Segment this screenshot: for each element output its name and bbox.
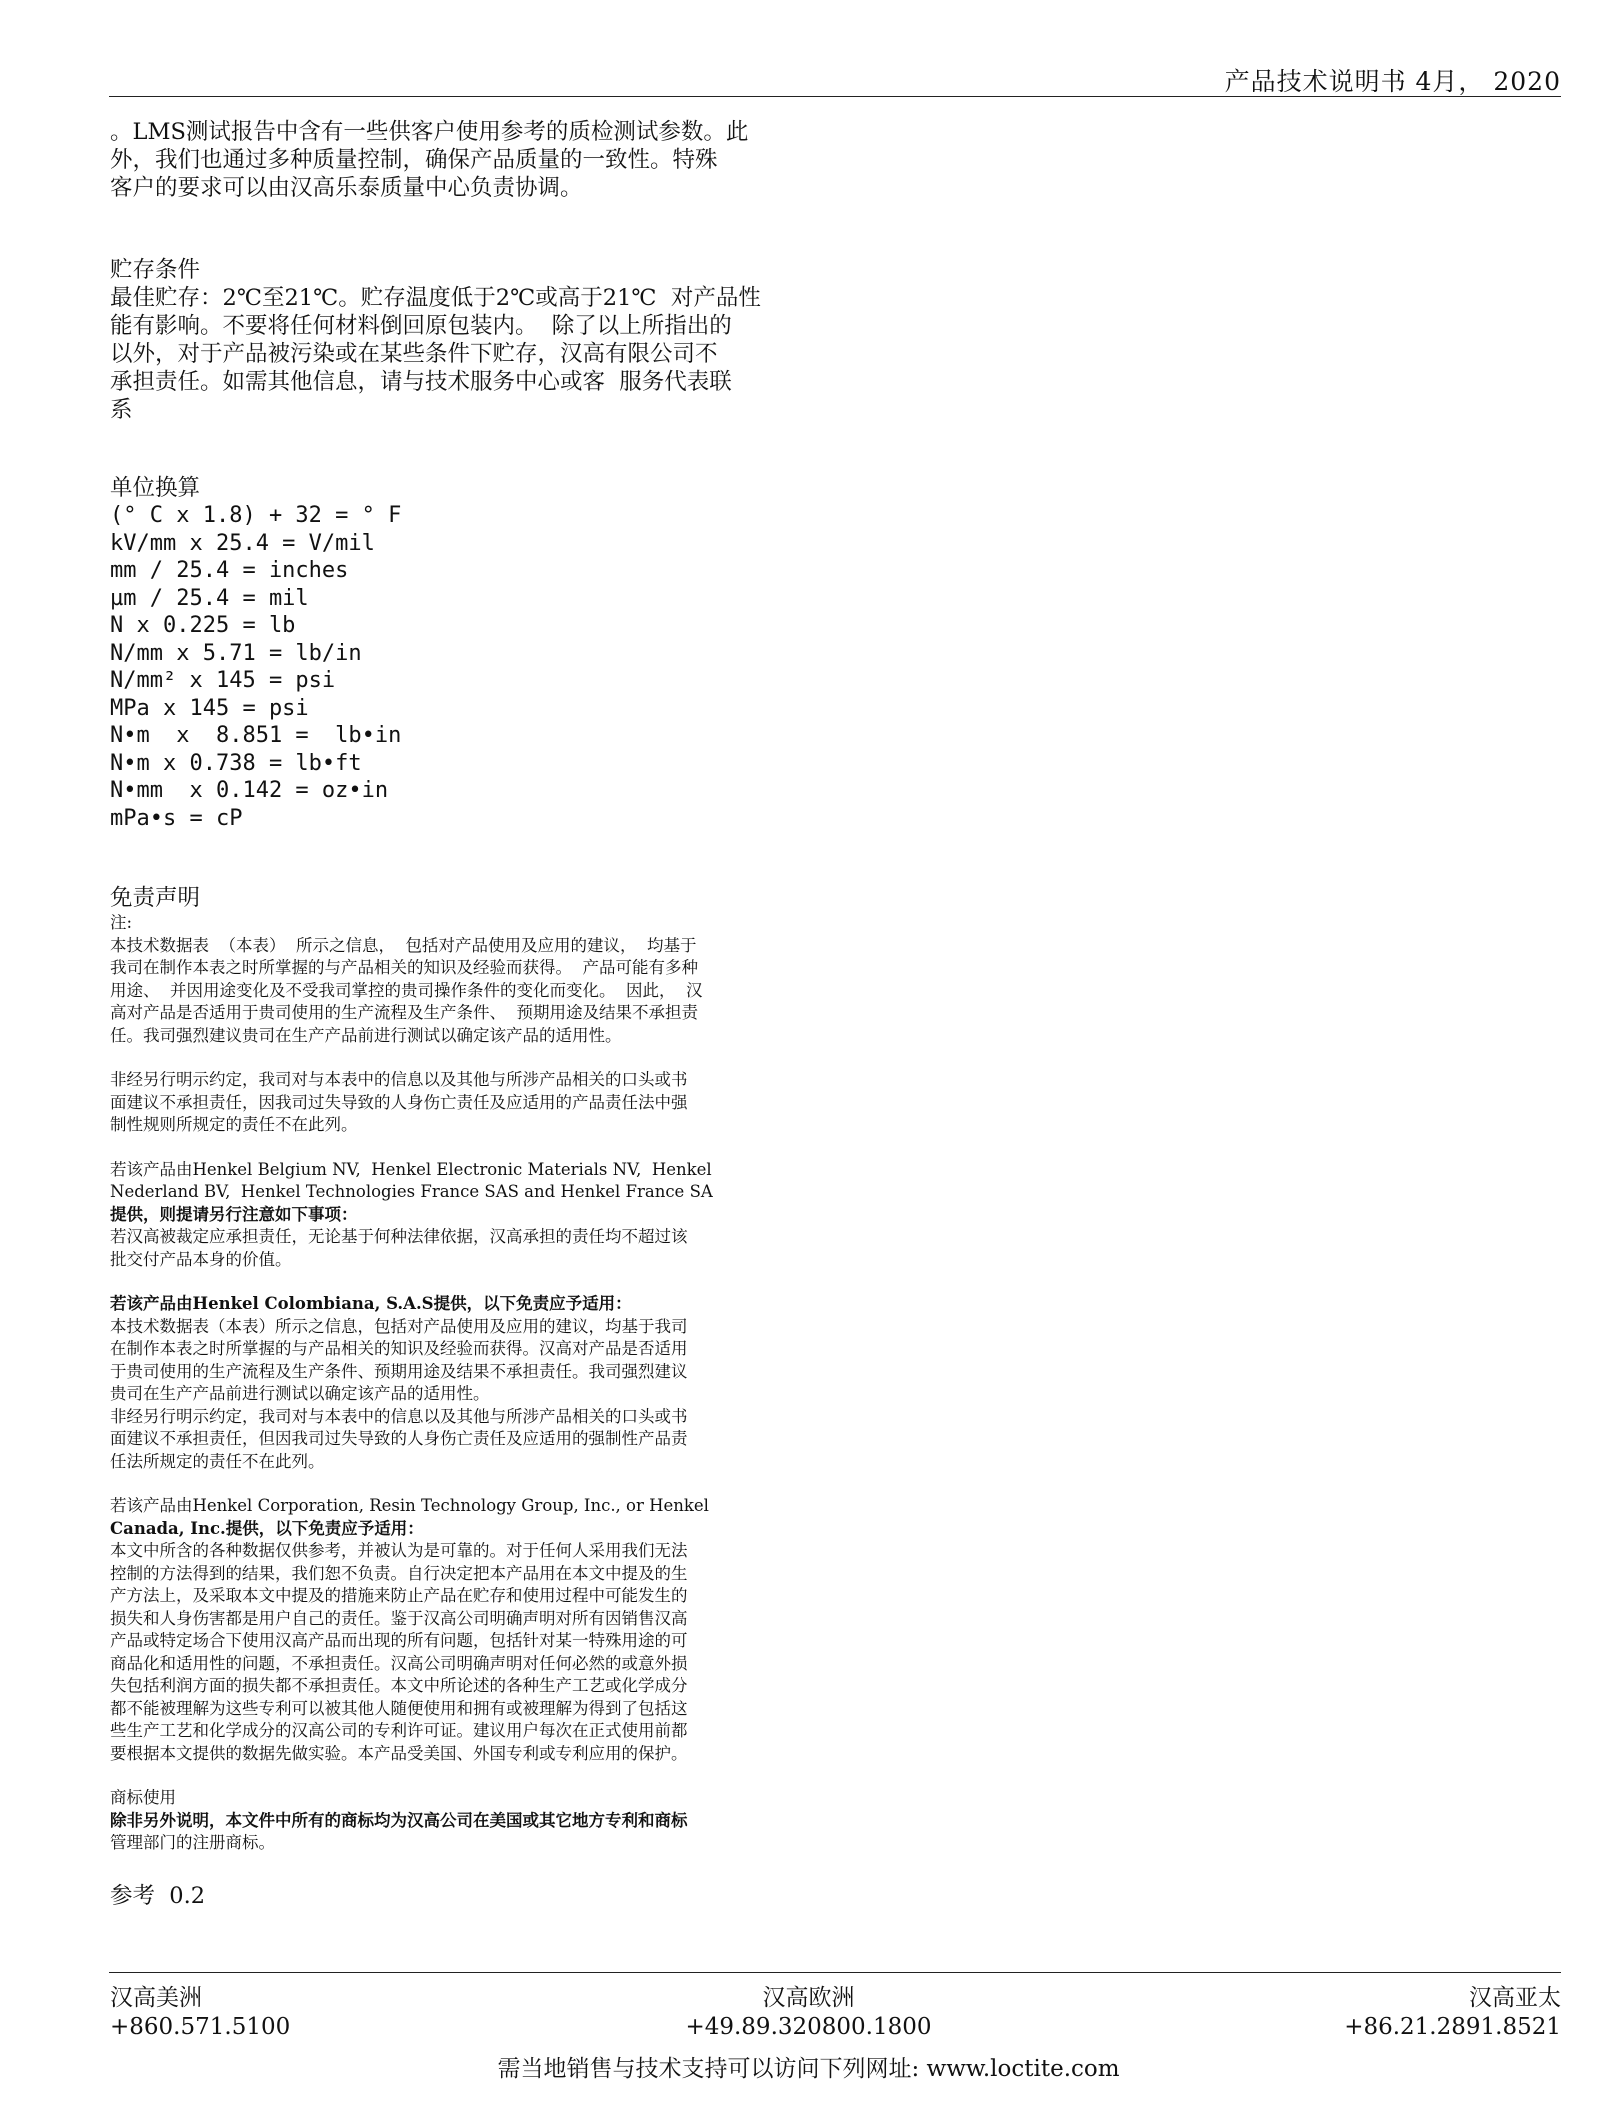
trademark-title: 商标使用 — [110, 1788, 176, 1807]
trademark-bold-line: 除非另外说明，本文件中所有的商标均为汉高公司在美国或其它地方专利和商标 — [110, 1810, 688, 1830]
unit-line: MPa x 145 = psi — [110, 695, 309, 721]
disclaimer-colombiana-body: 本技术数据表（本表）所示之信息，包括对产品使用及应用的建议，均基于我司 在制作本表之时所掌握的与产品相关的知识及经验而获得。汉高对产品是否适用 于贵司使用的生产流程及生产条件、预期用途及结果不承担责任。我司强烈建议 贵司在生产产品前进行测试以确定该产品的适用性。 非经另行明示约定，我司对与本表中的信息以及其他与所涉产品相关的口头或书 面建议不承担责任，但因我司过失导致的人身伤亡责任及应适用的强制性产品责 任法所规定的责任不在此列。 — [110, 1316, 688, 1471]
footer-americas-name: 汉高美洲 — [110, 1985, 202, 2011]
footer-website-note: 需当地销售与技术支持可以访问下列网址: www.loctite.com — [497, 2056, 1120, 2082]
unit-line: N/mm² x 145 = psi — [110, 668, 336, 693]
footer-europe-name: 汉高欧洲 — [762, 1985, 855, 2011]
unit-line: kV/mm x 25.4 = V/mil — [110, 530, 375, 556]
disclaimer-belgium-heading: 提供，则提请另行注意如下事项： — [110, 1204, 358, 1224]
footer-europe-phone: +49.89.320800.1800 — [685, 2014, 932, 2040]
units-title: 单位换算 — [110, 475, 201, 501]
disclaimer-corporation-heading: Canada, Inc.提供，以下免责应予适用： — [110, 1518, 424, 1538]
storage-section — [110, 256, 820, 424]
footer-asia-pacific — [1344, 1984, 1561, 2042]
unit-line: µm / 25.4 = mil — [110, 585, 309, 611]
disclaimer-paragraph-1: 本技术数据表 （本表） 所示之信息， 包括对产品使用及应用的建议， 均基于 我司在制作本表之时所掌握的与产品相关的知识及经验而获得。 产品可能有多种 用途、 并因用途变化及不受我司掌控的贵司操作条件的变化而变化。 因此， 汉 高对产品是否适用于贵司使用的生产流程及生产条件、 预期用途及结果不承担责 任。我司强烈建议贵司在生产产品前进行测试以确定该产品的适用性。 — [110, 935, 703, 1045]
unit-line: N x 0.225 = lb — [110, 613, 296, 638]
unit-line: (° C x 1.8) + 32 = ° F — [110, 503, 402, 528]
disclaimer-title: 免责声明 — [110, 885, 201, 911]
disclaimer-belgium-body: 若汉高被裁定应承担责任，无论基于何种法律依据，汉高承担的责任均不超过该 批交付产品本身的价值。 — [110, 1227, 688, 1269]
header-divider — [109, 96, 1561, 97]
disclaimer-note-label: 注: — [110, 913, 133, 932]
disclaimer-corporation-body: 本文中所含的各种数据仅供参考，并被认为是可靠的。对于任何人采用我们无法 控制的方法得到的结果，我们恕不负责。自行决定把本产品用在本文中提及的生 产方法上，及采取本文中提及的措施来防止产品在贮存和使用过程中可能发生的 损失和人身伤害都是用户自己的责任。鉴于汉高公司明确声明对所有因销售汉高 产品或特定场合下使用汉高产品而出现的所有问题，包括针对某一特殊用途的可 商品化和适用性的问题，不承担责任。汉高公司明确声明对任何必然的或意外损 失包括利润方面的损失都不承担责任。本文中所论述的各种生产工艺或化学成分 都不能被理解为这些专利可以被其他人随便使用和拥有或被理解为得到了包括这 些生产工艺和化学成分的汉高公司的专利许可证。建议用户每次在正式使用前都 要根据本文提供的数据先做实验。本产品受美国、外国专利或专利应用的保护。 — [110, 1541, 688, 1763]
disclaimer-belgium-intro: 若该产品由Henkel Belgium NV, Henkel Electronic Materials NV, Henkel Nederland BV, Henkel Technologies France SAS and Henkel France SA — [110, 1159, 713, 1201]
footer-asia-name: 汉高亚太 — [1469, 1985, 1561, 2011]
footer-asia-phone: +86.21.2891.8521 — [1344, 2014, 1561, 2040]
trademark-body: 管理部门的注册商标。 — [110, 1833, 275, 1852]
disclaimer-section — [110, 884, 820, 1855]
intro-section — [110, 118, 820, 202]
storage-title: 贮存条件 — [110, 257, 201, 283]
unit-line: N•mm x 0.142 = oz•in — [110, 778, 389, 803]
disclaimer-paragraph-2: 非经另行明示约定，我司对与本表中的信息以及其他与所涉产品相关的口头或书 面建议不承担责任，因我司过失导致的人身伤亡责任及应适用的产品责任法中强 制性规则所规定的责任不在此列。 — [110, 1070, 688, 1134]
units-section — [110, 474, 820, 832]
unit-line: mm / 25.4 = inches — [110, 558, 349, 583]
header-title: 产品技术说明书 4月， 2020 — [1224, 67, 1561, 96]
footer-divider — [109, 1972, 1561, 1973]
disclaimer-corporation-intro: 若该产品由Henkel Corporation, Resin Technology Group, Inc., or Henkel — [110, 1496, 709, 1515]
unit-line: mPa•s = cP — [110, 805, 243, 831]
units-list — [110, 502, 820, 832]
disclaimer-colombiana-heading: 若该产品由Henkel Colombiana, S.A.S提供，以下免责应予适用： — [110, 1294, 632, 1313]
footer-americas-phone: +860.571.5100 — [110, 2014, 291, 2040]
unit-line: N/mm x 5.71 = lb/in — [110, 640, 362, 666]
storage-body: 最佳贮存：2℃至21℃。贮存温度低于2℃或高于21℃ 对产品性 能有影响。不要将任何材料倒回原包装内。 除了以上所指出的 以外，对于产品被污染或在某些条件下贮存，汉高有限公司不 承担责任。如需其他信息，请与技术服务中心或客 服务代表联 系 — [110, 285, 761, 423]
reference-section — [110, 1882, 820, 1910]
reference-label: 参考 0.2 — [110, 1883, 206, 1909]
unit-line: N•m x 8.851 = lb•in — [110, 723, 402, 748]
unit-line: N•m x 0.738 = lb•ft — [110, 750, 362, 776]
intro-paragraph: 。LMS测试报告中含有一些供客户使用参考的质检测试参数。此 外，我们也通过多种质量控制，确保产品质量的一致性。特殊 客户的要求可以由汉高乐泰质量中心负责协调。 — [110, 119, 749, 201]
